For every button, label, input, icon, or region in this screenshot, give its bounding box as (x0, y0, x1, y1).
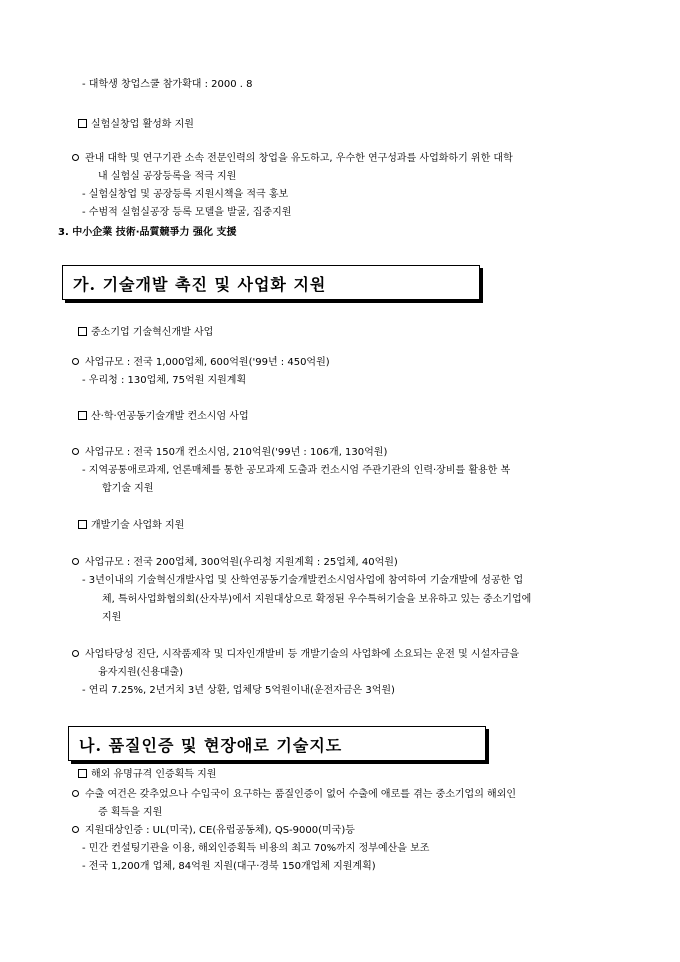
text-line (72, 356, 330, 370)
square-bullet-icon (78, 119, 87, 128)
text-line: - 우리청 : 130업체, 75억원 지원계획 (82, 375, 247, 386)
section-heading-box (68, 726, 486, 761)
heading-text: 중소기업 기술혁신개발 사업 (91, 327, 214, 338)
line-text: 지원대상인증 : UL(미국), CE(유럽공동체), QS-9000(미국)등 (85, 825, 355, 836)
text-line: 내 실험실 공장등록을 적극 지원 (98, 171, 237, 182)
circle-bullet-icon (72, 154, 79, 161)
text-line (72, 824, 355, 838)
text-line: - 전국 1,200개 업체, 84억원 지원(대구·경북 150개업체 지원계획) (82, 861, 376, 872)
text-line: - 민간 컨설팅기관을 이용, 해외인증획득 비용의 최고 70%까지 정부예산을 보조 (82, 843, 430, 854)
text-line: 지원 (102, 612, 122, 623)
heading-text: 해외 유명규격 인증획득 지원 (91, 769, 217, 780)
heading-text: 실험실창업 활성화 지원 (91, 119, 194, 130)
section-heading: 가. 기술개발 촉진 및 사업화 지원 (73, 275, 327, 294)
heading-text: 개발기술 사업화 지원 (91, 520, 185, 531)
square-bullet-icon (78, 327, 87, 336)
text-line: 합기술 지원 (102, 483, 154, 494)
text-line (72, 152, 513, 166)
subsection-heading (78, 410, 249, 424)
circle-bullet-icon (72, 448, 79, 455)
text-line (72, 556, 398, 570)
text-line: 체, 특허사업화협의회(산자부)에서 지원대상으로 확정된 우수특허기술을 보유하고 있는 중소기업에 (102, 594, 532, 605)
subsection-heading (78, 768, 216, 782)
section-heading-box (62, 265, 480, 300)
line-text: 사업규모 : 전국 200업체, 300억원(우리청 지원계획 : 25업체, 40억원) (85, 557, 398, 568)
subsection-heading (78, 118, 194, 132)
circle-bullet-icon (72, 558, 79, 565)
line-text: 사업타당성 진단, 시작품제작 및 디자인개발비 등 개발기술의 사업화에 소요되는 운전 및 시설자금을 (85, 649, 520, 660)
text-line: 증 획득을 지원 (98, 807, 163, 818)
circle-bullet-icon (72, 790, 79, 797)
text-line: - 대학생 창업스쿨 참가확대 : 2000 . 8 (82, 79, 253, 90)
square-bullet-icon (78, 411, 87, 420)
chapter-heading: 3. 中小企業 技術·品質競爭力 强化 支援 (58, 227, 237, 238)
text-line: - 수범적 실험실공장 등록 모델을 발굴, 집중지원 (82, 207, 292, 218)
text-line: - 3년이내의 기술혁신개발사업 및 산학연공동기술개발컨소시엄사업에 참여하여 기술개발에 성공한 업 (82, 575, 524, 586)
text-line: - 지역공통애로과제, 언론매체를 통한 공모과제 도출과 컨소시엄 주관기관의 인력·장비를 활용한 복 (82, 465, 511, 476)
line-text: 관내 대학 및 연구기관 소속 전문인력의 창업을 유도하고, 우수한 연구성과를 사업화하기 위한 대학 (85, 153, 513, 164)
square-bullet-icon (78, 769, 87, 778)
line-text: 수출 여건은 갖추었으나 수입국이 요구하는 품질인증이 없어 수출에 애로를 겪는 중소기업의 해외인 (85, 789, 517, 800)
section-heading: 나. 품질인증 및 현장애로 기술지도 (79, 736, 343, 755)
line-text: 사업규모 : 전국 150개 컨소시엄, 210억원('99년 : 106개, 130억원) (85, 447, 388, 458)
line-text: 사업규모 : 전국 1,000업체, 600억원('99년 : 450억원) (85, 357, 330, 368)
text-line (72, 648, 519, 662)
circle-bullet-icon (72, 358, 79, 365)
text-line (72, 788, 516, 802)
circle-bullet-icon (72, 650, 79, 657)
subsection-heading (78, 519, 184, 533)
text-line: - 연리 7.25%, 2년거치 3년 상환, 업체당 5억원이내(운전자금은 3억원) (82, 685, 395, 696)
circle-bullet-icon (72, 826, 79, 833)
text-line: 융자지원(신용대출) (98, 667, 184, 678)
subsection-heading (78, 326, 213, 340)
square-bullet-icon (78, 520, 87, 529)
heading-text: 산·학·연공동기술개발 컨소시엄 사업 (91, 411, 249, 422)
text-line: - 실험실창업 및 공장등록 지원시책을 적극 홍보 (82, 189, 289, 200)
text-line (72, 446, 387, 460)
